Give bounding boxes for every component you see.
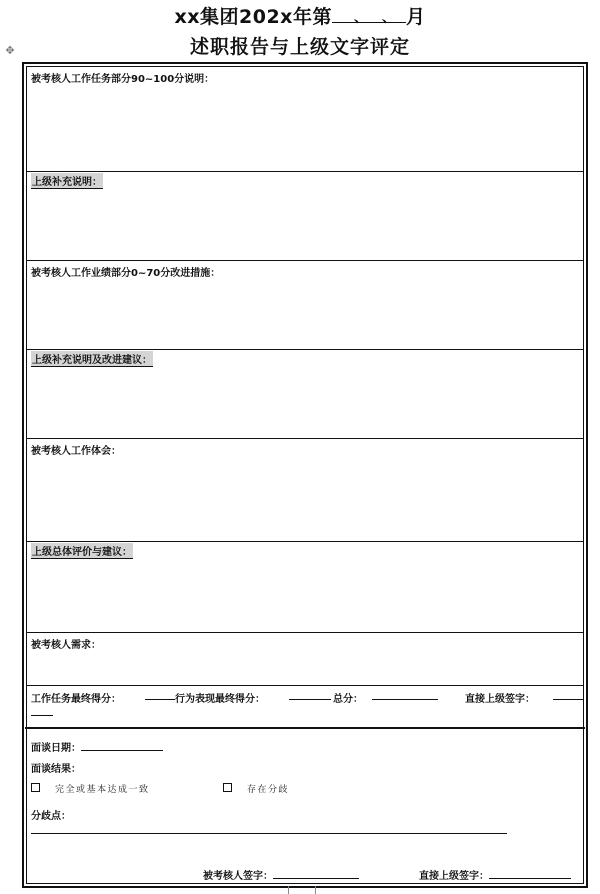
title-prefix: xx集团202x年第 [174, 6, 332, 28]
section-label: 上级补充说明及改进建议： [31, 351, 153, 367]
examinee-sign-field[interactable] [273, 869, 359, 879]
table-move-handle-icon[interactable]: ✥ [5, 44, 15, 57]
agreement-checkbox[interactable] [31, 783, 40, 792]
task-score-label: 工作任务最终得分： [31, 694, 121, 705]
section-overall-evaluation[interactable] [27, 542, 583, 633]
bottom-supervisor-sign-label: 直接上级签字： [419, 871, 489, 882]
title-separator-2: 、 [381, 10, 397, 26]
examinee-sign-row [203, 867, 359, 882]
interview-date-row [31, 739, 163, 754]
title-separator-1: 、 [353, 10, 369, 26]
score-row [27, 686, 583, 726]
supervisor-sign-label: 直接上级签字： [465, 694, 535, 705]
evaluation-form [22, 62, 588, 888]
section-label: 上级补充说明： [31, 173, 103, 189]
divergence-option-label: 存在分歧 [247, 785, 290, 795]
interview-result-label: 面谈结果： [31, 764, 81, 775]
examinee-sign-label: 被考核人签字： [203, 871, 273, 882]
form-inner-frame [26, 66, 584, 884]
section-label: 被考核人工作体会： [31, 446, 121, 457]
document-title [0, 2, 600, 29]
interview-date-label: 面谈日期： [31, 743, 81, 754]
title-suffix: 月 [405, 6, 426, 28]
divergence-checkbox[interactable] [223, 783, 232, 792]
total-score-field[interactable] [372, 690, 438, 700]
section-divider [25, 727, 585, 729]
section-label: 被考核人工作业绩部分0~70分改进措施： [31, 268, 221, 279]
bottom-supervisor-sign-row [419, 867, 571, 882]
section-label: 被考核人需求： [31, 640, 101, 651]
section-supervisor-suggestions[interactable] [27, 350, 583, 439]
supervisor-sign-field[interactable] [553, 690, 583, 700]
section-work-experience[interactable] [27, 439, 583, 542]
section-task-explanation[interactable] [27, 67, 583, 172]
agreement-option-label: 完全或基本达成一致 [55, 785, 150, 795]
bottom-supervisor-sign-field[interactable] [489, 869, 571, 879]
total-score-label: 总分： [333, 694, 363, 705]
divergence-label: 分歧点： [31, 811, 71, 822]
document-subtitle: 述职报告与上级文字评定 [189, 36, 410, 58]
section-label: 被考核人工作任务部分90~100分说明： [31, 74, 215, 85]
period-blank[interactable] [332, 6, 406, 26]
behavior-score-label: 行为表现最终得分： [175, 694, 265, 705]
interview-date-field[interactable] [81, 741, 163, 751]
section-label: 上级总体评价与建议： [31, 543, 133, 559]
supervisor-sign-field-continued[interactable] [31, 706, 53, 716]
divergence-line[interactable] [31, 833, 507, 834]
page-bottom-marker [288, 886, 316, 894]
section-examinee-needs[interactable] [27, 633, 583, 686]
task-score-field[interactable] [145, 690, 175, 700]
section-improvement-measures[interactable] [27, 261, 583, 350]
behavior-score-field[interactable] [289, 690, 331, 700]
section-supervisor-supplement[interactable] [27, 172, 583, 261]
